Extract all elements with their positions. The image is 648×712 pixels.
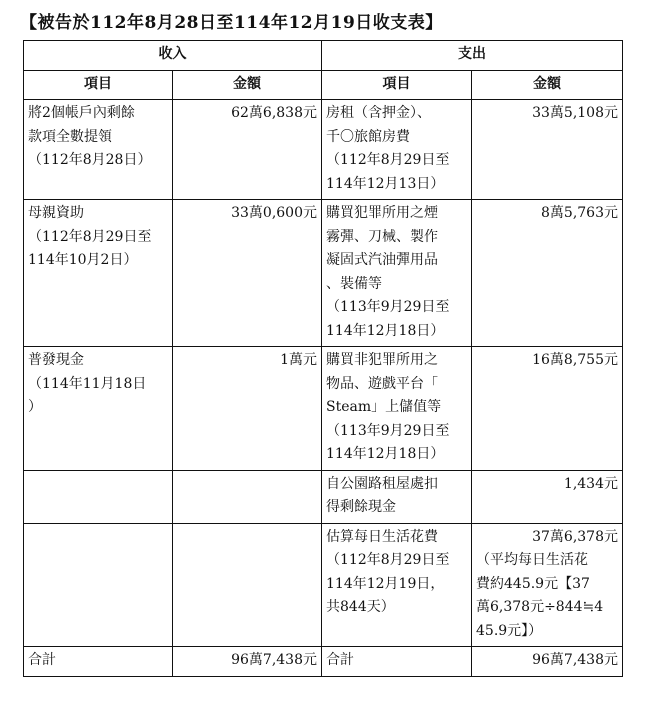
expense-item-line: 購買非犯罪所用之 <box>326 352 438 368</box>
expense-item-cell <box>322 100 472 200</box>
expense-item-line: 購買犯罪所用之煙 <box>326 205 438 221</box>
expense-amount-note-line: 費約445.9元【37 <box>476 575 590 592</box>
income-item-line: （112年8月29日至 <box>28 228 152 245</box>
expense-item-line: 估算每日生活花費 <box>326 528 438 545</box>
expense-item-line: （113年9月29日至 <box>326 299 450 315</box>
expense-item-cell <box>322 200 472 347</box>
expense-total-amount: 96萬7,438元 <box>472 647 623 677</box>
income-total-label: 合計 <box>24 647 173 677</box>
income-item-cell <box>24 347 173 471</box>
expense-amount-header: 金額 <box>472 70 623 100</box>
expense-item-line: 房租（含押金）、 <box>326 105 431 121</box>
income-amount-cell <box>173 470 322 523</box>
expense-total-label: 合計 <box>322 647 472 677</box>
column-header-row <box>24 70 623 100</box>
table-row <box>24 200 623 347</box>
expense-item-line: （113年9月29日至 <box>326 422 450 439</box>
expense-item-line: 114年12月18日） <box>326 446 445 462</box>
expense-item-line: Steam」上儲值等 <box>326 399 442 415</box>
income-item-line: 款項全數提領 <box>28 128 112 145</box>
income-item-line: 114年10月2日） <box>28 252 138 268</box>
expense-amount-cell: 1,434元 <box>472 470 623 523</box>
income-amount-header: 金額 <box>173 70 322 100</box>
income-item-cell <box>24 100 173 200</box>
expense-amount-cell: 16萬8,755元 <box>472 347 623 471</box>
income-item-cell <box>24 200 173 347</box>
expense-amount-value: 37萬6,378元 <box>532 528 618 545</box>
expense-item-cell <box>322 470 472 523</box>
expense-item-line: 共844天） <box>326 599 395 615</box>
expense-item-line: 凝固式汽油彈用品 <box>326 252 438 268</box>
expense-amount-cell <box>472 523 623 647</box>
total-row <box>24 647 623 677</box>
expense-item-line: 千〇旅館房費 <box>326 128 410 145</box>
expense-item-line: 114年12月18日） <box>326 322 445 339</box>
expense-item-header: 項目 <box>322 70 472 100</box>
expense-item-line: （112年8月29日至 <box>326 552 450 568</box>
table-row <box>24 347 623 471</box>
income-amount-cell: 1萬元 <box>173 347 322 471</box>
table-row <box>24 470 623 523</box>
expense-item-line: 得剩餘現金 <box>326 499 396 515</box>
income-total-amount: 96萬7,438元 <box>173 647 322 677</box>
income-amount-cell <box>173 523 322 647</box>
expense-item-line: 自公園路租屋處扣 <box>326 475 438 492</box>
expense-amount-cell: 33萬5,108元 <box>472 100 623 200</box>
expense-item-line: 114年12月13日） <box>326 175 445 192</box>
expense-section-header: 支出 <box>322 41 623 71</box>
expense-amount-note-line: 萬6,378元÷844≒4 <box>476 599 604 615</box>
expense-item-line: 霧彈、刀械、製作 <box>326 228 438 245</box>
expense-item-line: 、裝備等 <box>326 275 382 292</box>
income-item-line: 普發現金 <box>28 352 84 368</box>
expense-item-line: 物品、遊戲平台「 <box>326 375 438 392</box>
expense-item-line: （112年8月29日至 <box>326 152 450 168</box>
income-amount-cell: 33萬0,600元 <box>173 200 322 347</box>
document-title: 【被告於112年8月28日至114年12月19日收支表】 <box>20 13 443 33</box>
income-expense-table <box>23 40 623 677</box>
table-row <box>24 523 623 647</box>
income-item-cell <box>24 523 173 647</box>
income-item-line: （114年11月18日 <box>28 375 147 392</box>
expense-amount-cell: 8萬5,763元 <box>472 200 623 347</box>
income-amount-cell: 62萬6,838元 <box>173 100 322 200</box>
income-item-line: ） <box>28 399 42 415</box>
income-item-line: 母親資助 <box>28 205 84 221</box>
expense-item-line: 114年12月19日， <box>326 575 445 592</box>
income-item-cell <box>24 470 173 523</box>
expense-item-cell <box>322 347 472 471</box>
expense-amount-note-line: 45.9元】） <box>476 622 543 639</box>
section-header-row <box>24 41 623 71</box>
table-row <box>24 100 623 200</box>
income-item-line: （112年8月28日） <box>28 152 152 168</box>
income-item-line: 將2個帳戶內剩餘 <box>28 105 135 121</box>
expense-amount-note-line: （平均每日生活花 <box>476 552 588 568</box>
income-section-header: 收入 <box>24 41 322 71</box>
expense-item-cell <box>322 523 472 647</box>
income-item-header: 項目 <box>24 70 173 100</box>
